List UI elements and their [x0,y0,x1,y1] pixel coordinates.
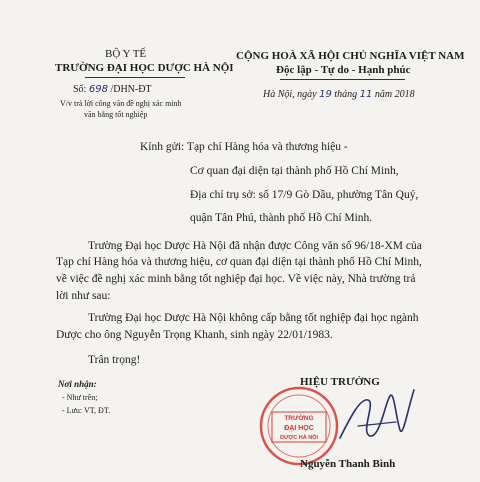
seal-text-2: ĐẠI HỌC [284,425,314,432]
date-month: 11 [359,89,373,100]
handwritten-signature [330,378,420,458]
subject-line-1: V/v trả lời công văn đề nghị xác minh [60,99,182,108]
recipients-title: Nơi nhận: [58,379,97,389]
header-underline-right [280,79,405,80]
body-p2-line-2: Dược cho ông Nguyễn Trọng Khanh, sinh ngày 22/01/1983. [56,329,333,341]
date-year: năm 2018 [374,89,415,100]
date-mid: tháng [334,89,358,100]
university-name: TRƯỜNG ĐẠI HỌC DƯỢC HÀ NỘI [55,62,234,74]
signer-name: Nguyễn Thanh Bình [300,458,396,470]
ministry-name: BỘ Y TẾ [105,48,147,60]
recipient-line-1: Kính gửi: Tạp chí Hàng hóa và thương hiệu - [140,141,348,153]
university-seal-stamp [258,385,340,467]
body-p1-line-3: về việc đề nghị xác minh bằng tốt nghiệp đại học. Về việc này, Nhà trường trả [56,273,416,285]
number-suffix: /DHN-ĐT [110,84,152,95]
seal-text-1: TRƯỜNG [284,415,314,422]
number-value: 698 [88,84,108,95]
republic-name: CỘNG HOÀ XÃ HỘI CHỦ NGHĨA VIỆT NAM [236,50,465,62]
body-p2-line-1: Trường Đại học Dược Hà Nội không cấp bằng tốt nghiệp đại học ngành [88,312,419,324]
body-p1-line-1: Trường Đại học Dược Hà Nội đã nhận được Công văn số 96/18-XM của [88,240,422,252]
signer-title: HIỆU TRƯỞNG [300,376,380,388]
header-underline-left [85,77,185,78]
closing-text: Trân trọng! [88,354,141,366]
date-prefix: Hà Nội, ngày [263,89,317,100]
seal-text-3: DƯỢC HÀ NỘI [280,435,318,441]
number-prefix: Số: [73,84,87,95]
recipient-line-3: Địa chỉ trụ sở: số 17/9 Gò Dầu, phường Tân Quý, [190,189,419,201]
date-day: 19 [319,89,332,100]
recipient-line-4: quận Tân Phú, thành phố Hồ Chí Minh. [190,212,373,224]
recipient-item-2: - Lưu: VT, ĐT. [62,406,111,415]
recipient-item-1: - Như trên; [62,393,98,402]
recipient-line-2: Cơ quan đại diện tại thành phố Hồ Chí Minh, [190,165,399,177]
subject-line-2: văn bằng tốt nghiệp [84,110,148,119]
body-p1-line-2: Tạp chí Hàng hóa và thương hiệu, cơ quan đại diện tại thành phố Hồ Chí Minh, [56,256,422,268]
document-number [73,84,152,95]
issue-date [263,89,415,100]
body-p1-line-4: lời như sau: [56,290,111,302]
national-motto: Độc lập - Tự do - Hạnh phúc [276,64,411,76]
